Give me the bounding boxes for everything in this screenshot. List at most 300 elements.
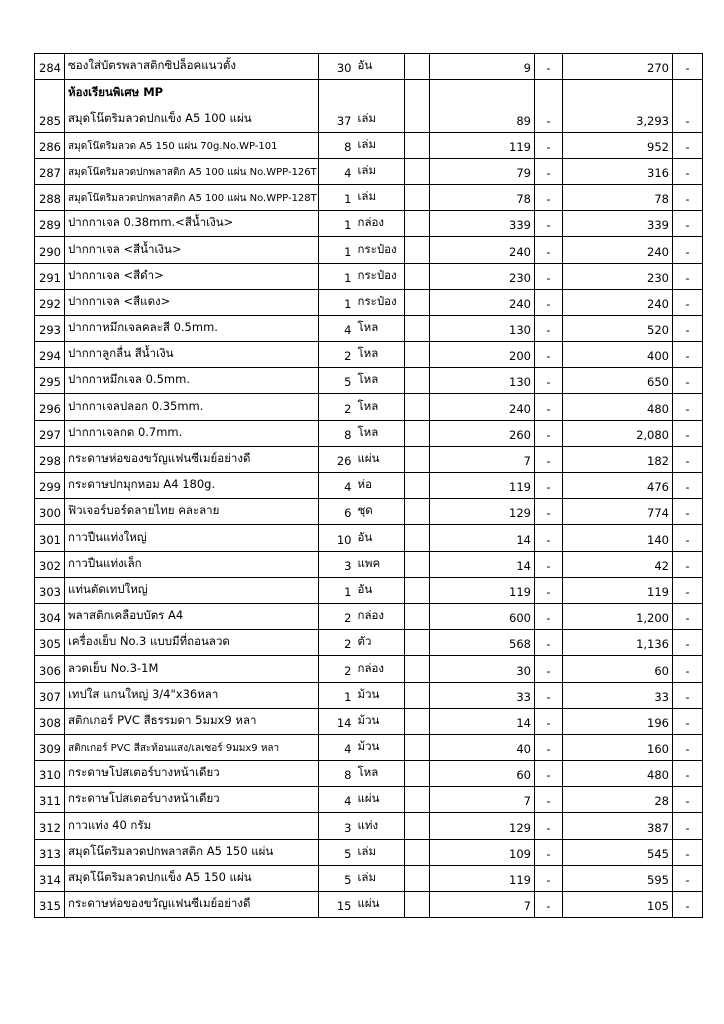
item-name: กระดาษโปสเตอร์บางหน้าเดียว bbox=[65, 761, 319, 787]
item-dash: - bbox=[535, 420, 563, 446]
item-price: 119 bbox=[430, 865, 535, 891]
item-number: 296 bbox=[35, 394, 65, 420]
item-number: 298 bbox=[35, 446, 65, 472]
table-row bbox=[35, 473, 703, 499]
empty-cell bbox=[405, 734, 430, 760]
item-dash: - bbox=[535, 865, 563, 891]
table-row bbox=[35, 865, 703, 891]
item-amount: 28 bbox=[563, 787, 673, 813]
item-number: 293 bbox=[35, 315, 65, 341]
item-price: 130 bbox=[430, 315, 535, 341]
item-quantity: 14 bbox=[319, 708, 355, 734]
item-amount: 400 bbox=[563, 342, 673, 368]
item-amount: 387 bbox=[563, 813, 673, 839]
item-name: กระดาษโปสเตอร์บางหน้าเดียว bbox=[65, 787, 319, 813]
empty-cell bbox=[405, 132, 430, 158]
item-unit: โหล bbox=[355, 420, 405, 446]
item-unit: โหล bbox=[355, 368, 405, 394]
item-quantity: 5 bbox=[319, 865, 355, 891]
table-row bbox=[35, 813, 703, 839]
empty-cell bbox=[405, 708, 430, 734]
empty-cell bbox=[405, 892, 430, 918]
item-name: ปากกาหมึกเจล 0.5mm. bbox=[65, 368, 319, 394]
table-row bbox=[35, 630, 703, 656]
item-amount: 1,200 bbox=[563, 603, 673, 629]
item-name: กาวแท่ง 40 กรัม bbox=[65, 813, 319, 839]
item-dash: - bbox=[535, 577, 563, 603]
empty-cell bbox=[430, 80, 535, 106]
item-dash: - bbox=[673, 708, 703, 734]
table-row bbox=[35, 211, 703, 237]
item-dash: - bbox=[535, 473, 563, 499]
item-dash: - bbox=[535, 394, 563, 420]
item-amount: 33 bbox=[563, 682, 673, 708]
table-row bbox=[35, 734, 703, 760]
item-unit: อัน bbox=[355, 525, 405, 551]
table-row bbox=[35, 315, 703, 341]
item-unit: โหล bbox=[355, 394, 405, 420]
item-unit: เล่ม bbox=[355, 106, 405, 132]
empty-cell bbox=[405, 315, 430, 341]
item-unit: ม้วน bbox=[355, 682, 405, 708]
item-dash: - bbox=[535, 787, 563, 813]
empty-cell bbox=[405, 787, 430, 813]
item-price: 130 bbox=[430, 368, 535, 394]
item-name: กระดาษห่อของขวัญแฟนซีเมย์อย่างดี bbox=[65, 892, 319, 918]
item-price: 7 bbox=[430, 892, 535, 918]
item-number: 314 bbox=[35, 865, 65, 891]
item-dash: - bbox=[673, 499, 703, 525]
item-number: 291 bbox=[35, 263, 65, 289]
item-amount: 952 bbox=[563, 132, 673, 158]
item-unit: แผ่น bbox=[355, 787, 405, 813]
item-amount: 3,293 bbox=[563, 106, 673, 132]
item-amount: 160 bbox=[563, 734, 673, 760]
item-number: 297 bbox=[35, 420, 65, 446]
table-row bbox=[35, 682, 703, 708]
table-row bbox=[35, 394, 703, 420]
item-quantity: 1 bbox=[319, 682, 355, 708]
item-dash: - bbox=[535, 106, 563, 132]
table-row bbox=[35, 158, 703, 184]
item-quantity: 8 bbox=[319, 761, 355, 787]
item-number: 307 bbox=[35, 682, 65, 708]
table-row bbox=[35, 342, 703, 368]
item-dash: - bbox=[673, 473, 703, 499]
item-price: 14 bbox=[430, 708, 535, 734]
item-quantity: 4 bbox=[319, 734, 355, 760]
item-unit: กล่อง bbox=[355, 211, 405, 237]
item-name: ฟิวเจอร์บอร์ดลายไทย คละลาย bbox=[65, 499, 319, 525]
item-price: 129 bbox=[430, 499, 535, 525]
item-number: 302 bbox=[35, 551, 65, 577]
item-number: 310 bbox=[35, 761, 65, 787]
table-row bbox=[35, 446, 703, 472]
item-number: 286 bbox=[35, 132, 65, 158]
item-name: สติกเกอร์ PVC สีธรรมดา 5มมx9 หลา bbox=[65, 708, 319, 734]
item-unit: เล่ม bbox=[355, 865, 405, 891]
item-number: 311 bbox=[35, 787, 65, 813]
item-dash: - bbox=[673, 132, 703, 158]
table-row bbox=[35, 708, 703, 734]
empty-cell bbox=[405, 656, 430, 682]
table-row bbox=[35, 892, 703, 918]
item-amount: 270 bbox=[563, 54, 673, 80]
item-unit: เล่ม bbox=[355, 839, 405, 865]
item-quantity: 10 bbox=[319, 525, 355, 551]
item-name: สมุดโน๊ตริมลวดปกพลาสติก A5 150 แผ่น bbox=[65, 839, 319, 865]
empty-cell bbox=[405, 394, 430, 420]
item-price: 30 bbox=[430, 656, 535, 682]
item-dash: - bbox=[535, 551, 563, 577]
item-number: 313 bbox=[35, 839, 65, 865]
item-unit: อัน bbox=[355, 577, 405, 603]
item-quantity: 1 bbox=[319, 184, 355, 210]
item-dash: - bbox=[535, 630, 563, 656]
item-number: 315 bbox=[35, 892, 65, 918]
item-dash: - bbox=[673, 54, 703, 80]
item-name: ปากกาหมึกเจลคละสี 0.5mm. bbox=[65, 315, 319, 341]
item-dash: - bbox=[535, 499, 563, 525]
item-number: 292 bbox=[35, 289, 65, 315]
empty-cell bbox=[405, 577, 430, 603]
item-quantity: 4 bbox=[319, 787, 355, 813]
empty-cell bbox=[405, 813, 430, 839]
item-quantity: 5 bbox=[319, 839, 355, 865]
item-name: พลาสติกเคลือบบัตร A4 bbox=[65, 603, 319, 629]
item-unit: ตัว bbox=[355, 630, 405, 656]
item-price: 78 bbox=[430, 184, 535, 210]
item-amount: 595 bbox=[563, 865, 673, 891]
item-name: เครื่องเย็บ No.3 แบบมีที่ถอนลวด bbox=[65, 630, 319, 656]
item-price: 89 bbox=[430, 106, 535, 132]
table-row bbox=[35, 656, 703, 682]
item-unit: อัน bbox=[355, 54, 405, 80]
item-dash: - bbox=[535, 132, 563, 158]
empty-cell bbox=[405, 342, 430, 368]
item-dash: - bbox=[535, 211, 563, 237]
item-amount: 140 bbox=[563, 525, 673, 551]
item-unit: กระป๋อง bbox=[355, 237, 405, 263]
item-price: 230 bbox=[430, 263, 535, 289]
item-price: 200 bbox=[430, 342, 535, 368]
item-price: 119 bbox=[430, 473, 535, 499]
item-amount: 650 bbox=[563, 368, 673, 394]
item-price: 14 bbox=[430, 551, 535, 577]
item-name: ปากกาเจลปลอก 0.35mm. bbox=[65, 394, 319, 420]
item-unit: โหล bbox=[355, 315, 405, 341]
item-dash: - bbox=[535, 446, 563, 472]
item-price: 60 bbox=[430, 761, 535, 787]
item-number: 285 bbox=[35, 106, 65, 132]
item-amount: 2,080 bbox=[563, 420, 673, 446]
item-dash: - bbox=[673, 603, 703, 629]
item-price: 260 bbox=[430, 420, 535, 446]
item-quantity: 37 bbox=[319, 106, 355, 132]
table-row bbox=[35, 761, 703, 787]
empty-cell bbox=[535, 80, 563, 106]
item-name: ปากกาเจลกด 0.7mm. bbox=[65, 420, 319, 446]
item-amount: 480 bbox=[563, 394, 673, 420]
empty-cell bbox=[319, 80, 355, 106]
table-row bbox=[35, 132, 703, 158]
item-number: 289 bbox=[35, 211, 65, 237]
item-dash: - bbox=[673, 446, 703, 472]
item-amount: 240 bbox=[563, 289, 673, 315]
item-unit: โหล bbox=[355, 342, 405, 368]
item-dash: - bbox=[673, 865, 703, 891]
item-dash: - bbox=[673, 734, 703, 760]
item-name: สมุดโน๊ตริมลวดปกพลาสติก A5 100 แผ่น No.WPP-128T bbox=[65, 184, 319, 210]
item-name: ปากกาเจล <สีดำ> bbox=[65, 263, 319, 289]
empty-cell bbox=[405, 603, 430, 629]
item-name: ปากกาลูกลื่น สีน้ำเงิน bbox=[65, 342, 319, 368]
item-unit: แผ่น bbox=[355, 892, 405, 918]
item-number: 303 bbox=[35, 577, 65, 603]
empty-cell bbox=[405, 184, 430, 210]
item-unit: เล่ม bbox=[355, 132, 405, 158]
item-price: 119 bbox=[430, 577, 535, 603]
item-amount: 42 bbox=[563, 551, 673, 577]
item-dash: - bbox=[535, 263, 563, 289]
item-dash: - bbox=[535, 682, 563, 708]
item-name: กระดาษห่อของขวัญแฟนซีเมย์อย่างดี bbox=[65, 446, 319, 472]
item-quantity: 4 bbox=[319, 158, 355, 184]
item-dash: - bbox=[535, 54, 563, 80]
item-quantity: 5 bbox=[319, 368, 355, 394]
item-number: 301 bbox=[35, 525, 65, 551]
empty-cell bbox=[405, 237, 430, 263]
item-dash: - bbox=[673, 839, 703, 865]
empty-cell bbox=[405, 446, 430, 472]
empty-cell bbox=[405, 54, 430, 80]
item-dash: - bbox=[673, 656, 703, 682]
item-quantity: 26 bbox=[319, 446, 355, 472]
table-row bbox=[35, 184, 703, 210]
item-dash: - bbox=[535, 184, 563, 210]
item-amount: 230 bbox=[563, 263, 673, 289]
item-price: 79 bbox=[430, 158, 535, 184]
item-quantity: 1 bbox=[319, 289, 355, 315]
table-row bbox=[35, 499, 703, 525]
item-name: สติกเกอร์ PVC สีสะท้อนแสง/เลเซอร์ 9มมx9 หลา bbox=[65, 734, 319, 760]
item-dash: - bbox=[535, 289, 563, 315]
item-quantity: 1 bbox=[319, 577, 355, 603]
item-price: 600 bbox=[430, 603, 535, 629]
empty-cell bbox=[405, 80, 430, 106]
item-dash: - bbox=[535, 813, 563, 839]
section-title: ห้องเรียนพิเศษ MP bbox=[68, 85, 164, 100]
item-unit: ห่อ bbox=[355, 473, 405, 499]
empty-cell bbox=[405, 682, 430, 708]
item-price: 339 bbox=[430, 211, 535, 237]
item-price: 119 bbox=[430, 132, 535, 158]
empty-cell bbox=[405, 106, 430, 132]
item-quantity: 4 bbox=[319, 473, 355, 499]
item-dash: - bbox=[535, 525, 563, 551]
item-unit: กล่อง bbox=[355, 603, 405, 629]
item-amount: 480 bbox=[563, 761, 673, 787]
item-number: 295 bbox=[35, 368, 65, 394]
item-quantity: 2 bbox=[319, 630, 355, 656]
section-title-cell bbox=[65, 80, 319, 106]
item-amount: 182 bbox=[563, 446, 673, 472]
item-unit: เล่ม bbox=[355, 158, 405, 184]
item-dash: - bbox=[673, 813, 703, 839]
item-quantity: 1 bbox=[319, 211, 355, 237]
item-amount: 105 bbox=[563, 892, 673, 918]
item-quantity: 15 bbox=[319, 892, 355, 918]
item-dash: - bbox=[535, 761, 563, 787]
item-price: 240 bbox=[430, 394, 535, 420]
item-dash: - bbox=[673, 315, 703, 341]
item-price: 240 bbox=[430, 237, 535, 263]
empty-cell bbox=[673, 80, 703, 106]
item-price: 109 bbox=[430, 839, 535, 865]
empty-cell bbox=[405, 263, 430, 289]
item-dash: - bbox=[535, 892, 563, 918]
item-dash: - bbox=[673, 892, 703, 918]
item-number: 306 bbox=[35, 656, 65, 682]
item-quantity: 3 bbox=[319, 813, 355, 839]
item-name: กระดาษปกมุกหอม A4 180g. bbox=[65, 473, 319, 499]
item-amount: 196 bbox=[563, 708, 673, 734]
empty-cell bbox=[35, 80, 65, 106]
item-dash: - bbox=[535, 839, 563, 865]
empty-cell bbox=[405, 158, 430, 184]
empty-cell bbox=[405, 525, 430, 551]
item-dash: - bbox=[535, 315, 563, 341]
item-price: 240 bbox=[430, 289, 535, 315]
empty-cell bbox=[405, 839, 430, 865]
item-price: 40 bbox=[430, 734, 535, 760]
table-row bbox=[35, 263, 703, 289]
item-price: 568 bbox=[430, 630, 535, 656]
empty-cell bbox=[405, 289, 430, 315]
table-row bbox=[35, 54, 703, 80]
item-dash: - bbox=[673, 211, 703, 237]
item-amount: 316 bbox=[563, 158, 673, 184]
item-number: 299 bbox=[35, 473, 65, 499]
item-dash: - bbox=[673, 787, 703, 813]
empty-cell bbox=[405, 368, 430, 394]
item-price: 33 bbox=[430, 682, 535, 708]
item-amount: 774 bbox=[563, 499, 673, 525]
table-row bbox=[35, 420, 703, 446]
item-dash: - bbox=[673, 263, 703, 289]
table-row bbox=[35, 577, 703, 603]
item-number: 288 bbox=[35, 184, 65, 210]
item-dash: - bbox=[673, 551, 703, 577]
item-name: ปากกาเจล <สีแดง> bbox=[65, 289, 319, 315]
item-quantity: 1 bbox=[319, 263, 355, 289]
item-price: 14 bbox=[430, 525, 535, 551]
item-dash: - bbox=[535, 734, 563, 760]
item-name: ปากกาเจล <สีน้ำเงิน> bbox=[65, 237, 319, 263]
table-row bbox=[35, 289, 703, 315]
item-number: 300 bbox=[35, 499, 65, 525]
item-quantity: 8 bbox=[319, 420, 355, 446]
table-row bbox=[35, 551, 703, 577]
item-dash: - bbox=[673, 394, 703, 420]
item-dash: - bbox=[673, 525, 703, 551]
item-quantity: 2 bbox=[319, 342, 355, 368]
item-name: สมุดโน๊ตริมลวดปกแข็ง A5 150 แผ่น bbox=[65, 865, 319, 891]
item-unit: กระป๋อง bbox=[355, 263, 405, 289]
item-name: กาวปืนแท่งใหญ่ bbox=[65, 525, 319, 551]
item-dash: - bbox=[535, 708, 563, 734]
item-dash: - bbox=[673, 420, 703, 446]
empty-cell bbox=[405, 865, 430, 891]
item-dash: - bbox=[673, 761, 703, 787]
empty-cell bbox=[405, 499, 430, 525]
item-name: เทปใส แกนใหญ่ 3/4"x36หลา bbox=[65, 682, 319, 708]
item-number: 304 bbox=[35, 603, 65, 629]
item-unit: ม้วน bbox=[355, 734, 405, 760]
empty-cell bbox=[405, 551, 430, 577]
item-dash: - bbox=[673, 577, 703, 603]
item-number: 284 bbox=[35, 54, 65, 80]
item-dash: - bbox=[673, 682, 703, 708]
item-name: ซองใส่บัตรพลาสติกซิปล็อคแนวตั้ง bbox=[65, 54, 319, 80]
item-dash: - bbox=[673, 158, 703, 184]
table-row bbox=[35, 603, 703, 629]
item-dash: - bbox=[673, 237, 703, 263]
item-number: 308 bbox=[35, 708, 65, 734]
table-row bbox=[35, 106, 703, 132]
empty-cell bbox=[563, 80, 673, 106]
item-dash: - bbox=[673, 630, 703, 656]
item-price: 9 bbox=[430, 54, 535, 80]
item-dash: - bbox=[673, 342, 703, 368]
item-unit: กล่อง bbox=[355, 656, 405, 682]
item-number: 287 bbox=[35, 158, 65, 184]
empty-cell bbox=[405, 761, 430, 787]
item-dash: - bbox=[535, 237, 563, 263]
table-row bbox=[35, 787, 703, 813]
item-name: สมุดโน๊ตริมลวดปกพลาสติก A5 100 แผ่น No.WPP-126T bbox=[65, 158, 319, 184]
item-quantity: 8 bbox=[319, 132, 355, 158]
item-price: 129 bbox=[430, 813, 535, 839]
item-quantity: 2 bbox=[319, 656, 355, 682]
item-unit: เล่ม bbox=[355, 184, 405, 210]
item-unit: แท่ง bbox=[355, 813, 405, 839]
item-unit: แผ่น bbox=[355, 446, 405, 472]
item-quantity: 30 bbox=[319, 54, 355, 80]
empty-cell bbox=[355, 80, 405, 106]
table-row bbox=[35, 368, 703, 394]
item-number: 290 bbox=[35, 237, 65, 263]
item-dash: - bbox=[535, 368, 563, 394]
item-name: ลวดเย็บ No.3-1M bbox=[65, 656, 319, 682]
item-unit: โหล bbox=[355, 761, 405, 787]
item-number: 312 bbox=[35, 813, 65, 839]
item-dash: - bbox=[673, 106, 703, 132]
item-quantity: 2 bbox=[319, 603, 355, 629]
item-dash: - bbox=[535, 342, 563, 368]
item-quantity: 2 bbox=[319, 394, 355, 420]
item-dash: - bbox=[535, 603, 563, 629]
item-quantity: 3 bbox=[319, 551, 355, 577]
empty-cell bbox=[405, 420, 430, 446]
empty-cell bbox=[405, 630, 430, 656]
item-amount: 1,136 bbox=[563, 630, 673, 656]
table-row bbox=[35, 839, 703, 865]
item-amount: 119 bbox=[563, 577, 673, 603]
table-row bbox=[35, 525, 703, 551]
item-amount: 520 bbox=[563, 315, 673, 341]
item-dash: - bbox=[535, 158, 563, 184]
